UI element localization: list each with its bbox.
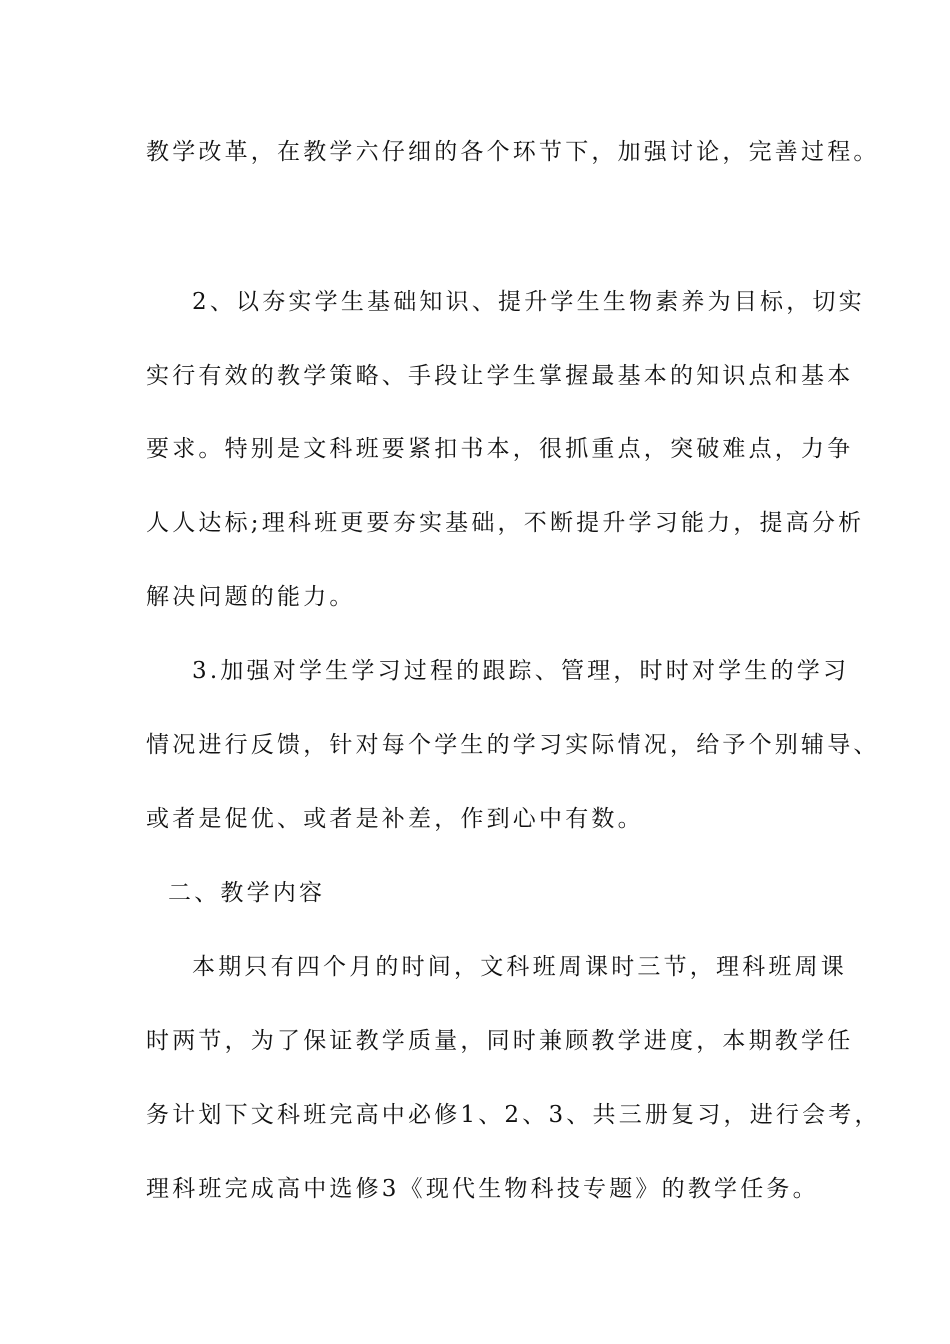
paragraph-line: 务计划下文科班完高中必修1、2、3、共三册复习，进行会考， (146, 1102, 881, 1128)
paragraph-line: 人人达标;理科班更要夯实基础，不断提升学习能力，提高分析 (146, 510, 865, 536)
paragraph-line: 本期只有四个月的时间，文科班周课时三节，理科班周课 (192, 954, 847, 980)
paragraph-line: 要求。特别是文科班要紧扣书本，很抓重点，突破难点，力争 (146, 436, 854, 462)
paragraph-line: 情况进行反馈，针对每个学生的学习实际情况，给予个别辅导、 (146, 732, 880, 758)
paragraph-line: 实行有效的教学策略、手段让学生掌握最基本的知识点和基本 (146, 363, 854, 389)
paragraph-line: 教学改革，在教学六仔细的各个环节下，加强讨论，完善过程。 (146, 139, 880, 165)
paragraph-line: 2、以夯实学生基础知识、提升学生生物素养为目标，切实 (192, 289, 865, 315)
paragraph-line: 解决问题的能力。 (146, 584, 356, 610)
paragraph-line: 时两节，为了保证教学质量，同时兼顾教学进度，本期教学任 (146, 1028, 854, 1054)
paragraph-line: 或者是促优、或者是补差，作到心中有数。 (146, 806, 644, 832)
paragraph-line: 3.加强对学生学习过程的跟踪、管理，时时对学生的学习 (192, 658, 850, 684)
paragraph-line: 理科班完成高中选修3《现代生物科技专题》的教学任务。 (146, 1176, 819, 1202)
section-heading: 二、教学内容 (168, 880, 326, 906)
